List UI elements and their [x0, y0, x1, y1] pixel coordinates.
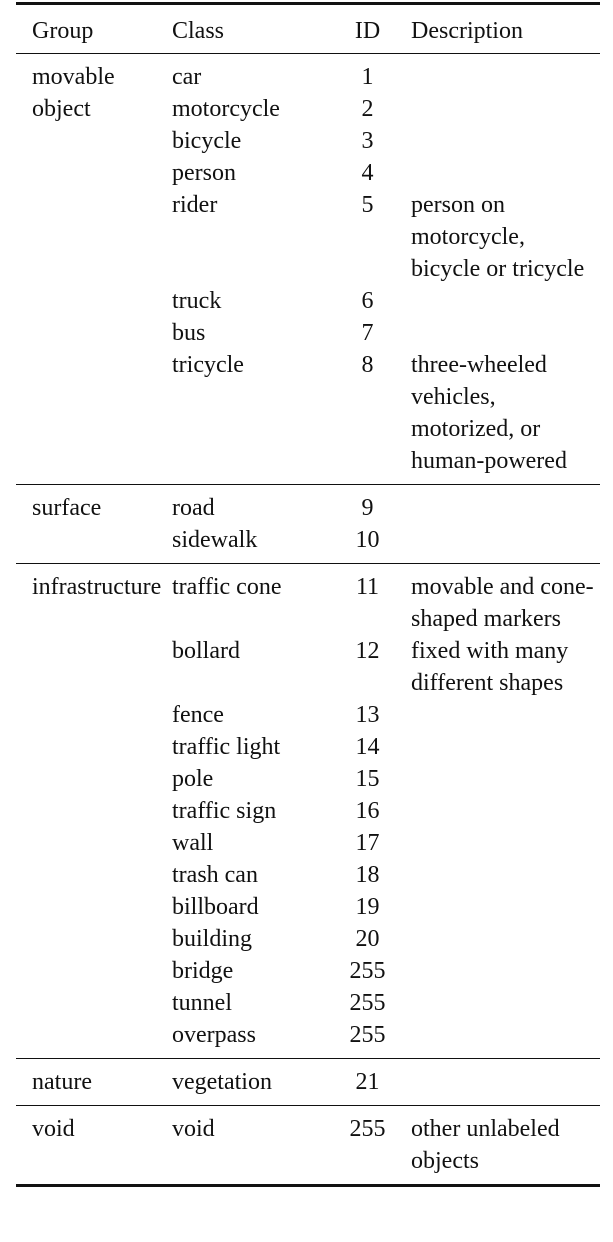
class-cell: traffic light — [172, 734, 281, 760]
group-name: void — [32, 1116, 75, 1142]
description-cell — [411, 1019, 600, 1059]
id-cell: 10 — [355, 527, 380, 553]
description-cell — [411, 923, 600, 955]
description-cell — [411, 731, 600, 763]
description-cell — [411, 125, 600, 157]
description-cell — [411, 317, 600, 349]
group-name: infrastructure — [32, 574, 162, 600]
class-cell: sidewalk — [172, 527, 258, 553]
description-cell — [411, 891, 600, 923]
group-section — [16, 54, 600, 485]
class-cell: rider — [172, 192, 218, 218]
header-group: Group — [16, 4, 172, 54]
class-cell: overpass — [172, 1022, 256, 1048]
id-cell: 6 — [361, 288, 374, 314]
description-cell — [411, 485, 600, 525]
id-cell: 17 — [355, 830, 380, 856]
id-cell: 255 — [349, 1022, 386, 1048]
header-id: ID — [324, 4, 411, 54]
header-row — [16, 4, 600, 54]
class-cell: bicycle — [172, 128, 242, 154]
id-cell: 16 — [355, 798, 380, 824]
id-cell: 11 — [355, 574, 380, 600]
group-section — [16, 1059, 600, 1106]
description-cell — [411, 1059, 600, 1106]
group-name: nature — [32, 1069, 92, 1095]
header-class: Class — [172, 4, 324, 54]
id-cell: 19 — [355, 894, 380, 920]
description-cell: movable and cone-shaped markers — [411, 574, 594, 632]
id-cell: 255 — [349, 958, 386, 984]
class-cell: tunnel — [172, 990, 232, 1016]
id-cell: 5 — [361, 192, 374, 218]
class-cell: billboard — [172, 894, 259, 920]
group-section — [16, 485, 600, 564]
id-cell: 13 — [355, 702, 380, 728]
id-cell: 8 — [361, 352, 374, 378]
description-cell — [411, 699, 600, 731]
description-cell: three-wheeled vehicles, motorized, or human-powered — [411, 352, 567, 474]
group-name: surface — [32, 495, 102, 521]
description-cell — [411, 955, 600, 987]
description-cell — [411, 763, 600, 795]
class-cell: bus — [172, 320, 206, 346]
description-cell — [411, 827, 600, 859]
class-cell: vegetation — [172, 1069, 272, 1095]
id-cell: 2 — [361, 96, 374, 122]
class-cell: building — [172, 926, 253, 952]
id-cell: 20 — [355, 926, 380, 952]
class-cell: traffic cone — [172, 574, 282, 600]
description-cell: fixed with many different shapes — [411, 638, 569, 696]
table-header — [16, 4, 600, 54]
id-cell: 12 — [355, 638, 380, 664]
table-row — [16, 54, 600, 94]
description-cell — [411, 54, 600, 94]
description-cell — [411, 524, 600, 564]
description-cell — [411, 285, 600, 317]
group-name: movable object — [32, 64, 115, 122]
group-section — [16, 564, 600, 1059]
table-row — [16, 485, 600, 525]
group-section — [16, 1106, 600, 1186]
id-cell: 3 — [361, 128, 374, 154]
description-cell: other unlabeled objects — [411, 1116, 560, 1174]
table-row — [16, 564, 600, 636]
description-cell — [411, 859, 600, 891]
description-cell — [411, 795, 600, 827]
id-cell: 15 — [355, 766, 380, 792]
class-cell: bridge — [172, 958, 234, 984]
header-description: Description — [411, 4, 600, 54]
id-cell: 14 — [355, 734, 380, 760]
class-cell: trash can — [172, 862, 258, 888]
description-cell — [411, 157, 600, 189]
class-cell: pole — [172, 766, 214, 792]
class-cell: traffic sign — [172, 798, 277, 824]
id-cell: 21 — [355, 1069, 380, 1095]
table-row — [16, 1059, 600, 1106]
id-cell: 4 — [361, 160, 374, 186]
description-cell — [411, 93, 600, 125]
id-cell: 7 — [361, 320, 374, 346]
class-cell: motorcycle — [172, 96, 280, 122]
class-cell: truck — [172, 288, 222, 314]
class-cell: car — [172, 64, 202, 90]
description-cell: person on motorcycle, bicycle or tricycle — [411, 192, 585, 282]
class-table — [16, 2, 600, 1187]
id-cell: 255 — [349, 990, 386, 1016]
table-row — [16, 1106, 600, 1186]
id-cell: 9 — [361, 495, 374, 521]
id-cell: 1 — [361, 64, 374, 90]
description-cell — [411, 987, 600, 1019]
class-cell: fence — [172, 702, 224, 728]
id-cell: 18 — [355, 862, 380, 888]
class-cell: void — [172, 1116, 215, 1142]
class-cell: bollard — [172, 638, 240, 664]
class-cell: person — [172, 160, 236, 186]
class-cell: tricycle — [172, 352, 244, 378]
class-cell: wall — [172, 830, 214, 856]
id-cell: 255 — [349, 1116, 386, 1142]
class-cell: road — [172, 495, 215, 521]
